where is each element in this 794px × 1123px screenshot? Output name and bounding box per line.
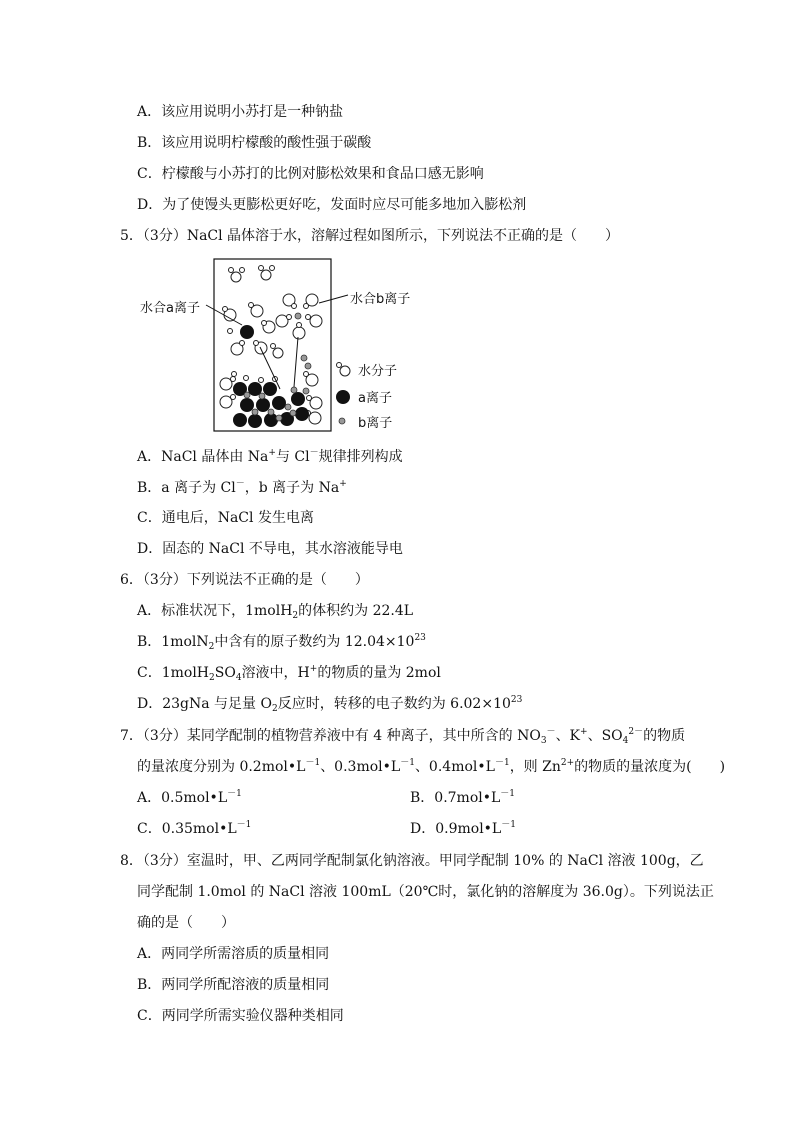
nacl-crystal	[220, 372, 309, 429]
q7-option-d: D．$0.9mol•L^{-1}$	[410, 820, 516, 837]
q8-option-c: C．两同学所需实验仪器种类相同	[137, 1008, 344, 1024]
q5-option-d: D．固态的 NaCl 不导电，其水溶液能导电	[137, 541, 403, 557]
q5-option-b: B．a 离子为 Cl－，b 离子为 Na+	[137, 479, 347, 496]
legend-a: a离子	[358, 391, 392, 406]
hydrated-a-ion	[223, 303, 276, 356]
legend-b: b离子	[358, 416, 393, 431]
q6-option-a: A．标准状况下，1molH$_2$的体积约为 22.4L	[137, 603, 414, 621]
q6-option-b: B．1molN$_2$中含有的原子数约为 $12.04\times 10^{23}$	[137, 633, 426, 652]
q7-option-b: B．$0.7mol•L^{-1}$	[410, 789, 516, 806]
q8-option-a: A．两同学所需溶质的质量相同	[137, 946, 330, 962]
q8-stem-line2: 同学配制 1.0mol 的 NaCl 溶液 100mL（20℃时，氯化钠的溶解度为 36.0g）。下列说法正	[137, 884, 714, 900]
legend-b-icon	[339, 418, 345, 424]
free-b-ion	[301, 355, 311, 369]
nacl-dissolution-diagram	[130, 255, 430, 435]
legend-water-icon	[337, 363, 351, 377]
q4-option-d: D．为了使馒头更膨松更好吃，发面时应尽可能多地加入膨松剂	[137, 197, 527, 213]
q6-option-d: D．23gNa 与足量 $O_2$反应时，转移的电子数约为 $6.02\times 10^{23}$	[137, 695, 523, 714]
q7-option-c: C．$0.35mol•L^{-1}$	[137, 820, 252, 837]
q5-option-a: A．NaCl 晶体由 Na+与 Cl－规律排列构成	[137, 448, 403, 465]
q4-option-a: A．该应用说明小苏打是一种钠盐	[137, 104, 344, 120]
q7-stem-line2: 的量浓度分别为 $0.2mol•L^{-1}$、$0.3mol•L^{-1}$、$0.4mol•L^{-1}$，则 $Zn^{2+}$的物质的量浓度为( )	[137, 758, 726, 775]
water-molecule	[229, 266, 275, 283]
q8-option-b: B．两同学所配溶液的质量相同	[137, 977, 330, 993]
q4-option-b: B．该应用说明柠檬酸的酸性强于碳酸	[137, 135, 372, 151]
label-hydrated-a: 水合a离子	[140, 301, 200, 316]
q8-stem-line1: 8．（3分）室温时，甲、乙两同学配制氯化钠溶液。甲同学配制 10% 的 NaCl 溶液 100g，乙	[120, 853, 704, 869]
hydrated-b-ion	[276, 294, 322, 339]
q6-option-c: C．$1molH_2SO_4$溶液中，H+的物质的量为 2mol	[137, 664, 441, 683]
legend-a-icon	[336, 390, 350, 404]
legend-water: 水分子	[358, 364, 398, 379]
q8-stem-line3: 确的是（ ）	[137, 915, 235, 931]
q7-stem-line1: 7．（3分）某同学配制的植物营养液中有 4 种离子，其中所含的 $NO_3^-$、K+、$SO_4^{2-}$的物质	[120, 727, 686, 746]
q5-option-c: C．通电后，NaCl 发生电离	[137, 510, 314, 526]
q7-option-a: A．$0.5mol•L^{-1}$	[137, 789, 242, 806]
q4-option-c: C．柠檬酸与小苏打的比例对膨松效果和食品口感无影响	[137, 166, 484, 182]
q5-stem: 5．（3分）NaCl 晶体溶于水，溶解过程如图所示，下列说法不正确的是（ ）	[120, 228, 620, 244]
label-hydrated-b: 水合b离子	[350, 292, 411, 307]
q6-stem: 6．（3分）下列说法不正确的是（ ）	[120, 572, 369, 588]
